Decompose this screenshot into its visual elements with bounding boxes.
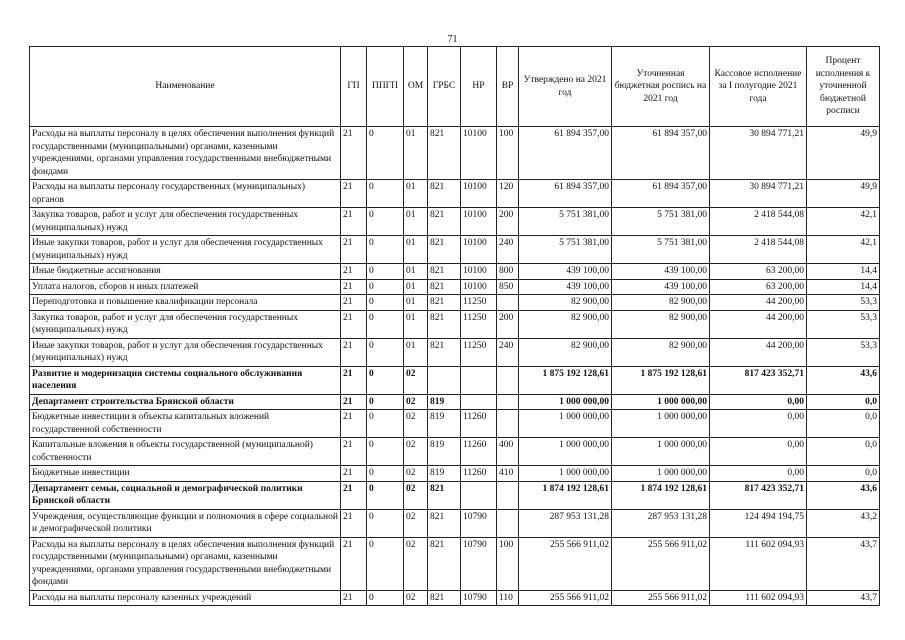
cell-name: Бюджетные инвестиции в объекты капитальных вложений государственной собственности xyxy=(30,410,341,438)
cell-approved: 1 000 000,00 xyxy=(519,410,612,438)
header-ppgp: ППГП xyxy=(367,47,404,127)
cell-percent: 14,4 xyxy=(807,264,880,280)
cell-om: 02 xyxy=(404,509,428,537)
cell-refined: 1 000 000,00 xyxy=(612,394,710,410)
cell-np: 10100 xyxy=(461,180,497,208)
cell-name: Расходы на выплаты персоналу государственных (муниципальных) органов xyxy=(30,180,341,208)
cell-ppgp: 0 xyxy=(367,236,404,264)
cell-name: Переподготовка и повышение квалификации персонала xyxy=(30,295,341,311)
cell-refined: 439 100,00 xyxy=(612,264,710,280)
cell-approved: 61 894 357,00 xyxy=(519,127,612,180)
cell-refined: 255 566 911,02 xyxy=(612,537,710,590)
cell-gp: 21 xyxy=(341,264,367,280)
table-row xyxy=(30,366,880,394)
cell-vr: 200 xyxy=(497,208,519,236)
cell-ppgp: 0 xyxy=(367,394,404,410)
cell-vr: 240 xyxy=(497,338,519,366)
cell-percent: 49,9 xyxy=(807,127,880,180)
cell-name: Департамент строительства Брянской области xyxy=(30,394,341,410)
cell-cash: 817 423 352,71 xyxy=(710,481,807,509)
cell-cash: 817 423 352,71 xyxy=(710,366,807,394)
cell-approved: 1 874 192 128,61 xyxy=(519,481,612,509)
cell-gp: 21 xyxy=(341,394,367,410)
cell-percent: 53,3 xyxy=(807,295,880,311)
cell-approved: 82 900,00 xyxy=(519,295,612,311)
cell-gp: 21 xyxy=(341,537,367,590)
cell-vr xyxy=(497,481,519,509)
cell-np: 10790 xyxy=(461,509,497,537)
cell-np: 11260 xyxy=(461,438,497,466)
header-np: НР xyxy=(461,47,497,127)
cell-refined: 439 100,00 xyxy=(612,279,710,295)
table-row xyxy=(30,279,880,295)
cell-vr: 200 xyxy=(497,310,519,338)
cell-ppgp: 0 xyxy=(367,279,404,295)
cell-ppgp: 0 xyxy=(367,466,404,482)
header-om: ОМ xyxy=(404,47,428,127)
cell-vr: 100 xyxy=(497,537,519,590)
cell-grbs: 821 xyxy=(428,509,461,537)
cell-cash: 63 200,00 xyxy=(710,279,807,295)
cell-refined: 1 000 000,00 xyxy=(612,410,710,438)
cell-name: Иные закупки товаров, работ и услуг для обеспечения государственных (муниципальных) нужд xyxy=(30,236,341,264)
header-refined: Уточненная бюджетная роспись на 2021 год xyxy=(612,47,710,127)
cell-om: 01 xyxy=(404,127,428,180)
cell-cash: 0,00 xyxy=(710,466,807,482)
cell-percent: 0,0 xyxy=(807,438,880,466)
header-vr: ВР xyxy=(497,47,519,127)
cell-np: 10790 xyxy=(461,590,497,606)
cell-vr: 800 xyxy=(497,264,519,280)
cell-gp: 21 xyxy=(341,127,367,180)
cell-cash: 124 494 194,75 xyxy=(710,509,807,537)
cell-cash: 0,00 xyxy=(710,394,807,410)
table-row xyxy=(30,180,880,208)
cell-refined: 1 875 192 128,61 xyxy=(612,366,710,394)
cell-om: 01 xyxy=(404,180,428,208)
cell-om: 01 xyxy=(404,264,428,280)
cell-approved: 439 100,00 xyxy=(519,279,612,295)
cell-ppgp: 0 xyxy=(367,410,404,438)
cell-np xyxy=(461,366,497,394)
cell-approved: 5 751 381,00 xyxy=(519,236,612,264)
cell-om: 02 xyxy=(404,590,428,606)
cell-grbs: 821 xyxy=(428,481,461,509)
cell-ppgp: 0 xyxy=(367,481,404,509)
cell-vr: 850 xyxy=(497,279,519,295)
cell-vr: 410 xyxy=(497,466,519,482)
cell-gp: 21 xyxy=(341,310,367,338)
cell-grbs: 821 xyxy=(428,264,461,280)
cell-name: Департамент семьи, социальной и демографической политики Брянской области xyxy=(30,481,341,509)
cell-approved: 439 100,00 xyxy=(519,264,612,280)
cell-cash: 0,00 xyxy=(710,438,807,466)
cell-ppgp: 0 xyxy=(367,537,404,590)
cell-percent: 0,0 xyxy=(807,394,880,410)
cell-gp: 21 xyxy=(341,366,367,394)
cell-vr xyxy=(497,295,519,311)
cell-approved: 1 875 192 128,61 xyxy=(519,366,612,394)
table-row xyxy=(30,127,880,180)
cell-approved: 82 900,00 xyxy=(519,310,612,338)
cell-refined: 1 000 000,00 xyxy=(612,466,710,482)
cell-name: Бюджетные инвестиции xyxy=(30,466,341,482)
table-header-row xyxy=(30,47,880,127)
cell-name: Расходы на выплаты персоналу в целях обеспечения выполнения функций государственными (муниципальными) органами, казенными учреждениями, органами управления государственными внебюджетными фондами xyxy=(30,537,341,590)
cell-np: 11250 xyxy=(461,295,497,311)
cell-approved: 255 566 911,02 xyxy=(519,590,612,606)
cell-grbs: 821 xyxy=(428,208,461,236)
cell-percent: 0,0 xyxy=(807,466,880,482)
cell-name: Расходы на выплаты персоналу казенных учреждений xyxy=(30,590,341,606)
cell-cash: 44 200,00 xyxy=(710,310,807,338)
cell-approved: 255 566 911,02 xyxy=(519,537,612,590)
cell-grbs: 821 xyxy=(428,338,461,366)
cell-ppgp: 0 xyxy=(367,338,404,366)
cell-vr: 240 xyxy=(497,236,519,264)
cell-gp: 21 xyxy=(341,481,367,509)
cell-vr: 120 xyxy=(497,180,519,208)
cell-om: 02 xyxy=(404,537,428,590)
cell-om: 02 xyxy=(404,366,428,394)
cell-cash: 111 602 094,93 xyxy=(710,590,807,606)
cell-percent: 43,7 xyxy=(807,590,880,606)
cell-gp: 21 xyxy=(341,438,367,466)
cell-ppgp: 0 xyxy=(367,295,404,311)
header-gp: ГП xyxy=(341,47,367,127)
table-row xyxy=(30,509,880,537)
cell-grbs: 821 xyxy=(428,180,461,208)
cell-np: 11250 xyxy=(461,310,497,338)
cell-approved: 82 900,00 xyxy=(519,338,612,366)
cell-vr xyxy=(497,509,519,537)
table-row xyxy=(30,410,880,438)
cell-gp: 21 xyxy=(341,236,367,264)
table-row xyxy=(30,338,880,366)
table-row xyxy=(30,264,880,280)
cell-gp: 21 xyxy=(341,208,367,236)
cell-ppgp: 0 xyxy=(367,509,404,537)
cell-om: 02 xyxy=(404,410,428,438)
cell-gp: 21 xyxy=(341,180,367,208)
cell-np: 11250 xyxy=(461,338,497,366)
cell-approved: 287 953 131,28 xyxy=(519,509,612,537)
cell-ppgp: 0 xyxy=(367,264,404,280)
cell-grbs: 821 xyxy=(428,279,461,295)
cell-grbs: 819 xyxy=(428,438,461,466)
cell-ppgp: 0 xyxy=(367,208,404,236)
cell-np: 10790 xyxy=(461,537,497,590)
cell-om: 01 xyxy=(404,279,428,295)
cell-cash: 30 894 771,21 xyxy=(710,180,807,208)
cell-refined: 82 900,00 xyxy=(612,310,710,338)
cell-cash: 111 602 094,93 xyxy=(710,537,807,590)
cell-percent: 43,2 xyxy=(807,509,880,537)
cell-om: 01 xyxy=(404,295,428,311)
cell-grbs: 819 xyxy=(428,394,461,410)
cell-approved: 5 751 381,00 xyxy=(519,208,612,236)
cell-np: 10100 xyxy=(461,127,497,180)
cell-refined: 61 894 357,00 xyxy=(612,180,710,208)
cell-percent: 53,3 xyxy=(807,310,880,338)
cell-refined: 255 566 911,02 xyxy=(612,590,710,606)
cell-approved: 1 000 000,00 xyxy=(519,394,612,410)
cell-grbs: 821 xyxy=(428,127,461,180)
cell-cash: 2 418 544,08 xyxy=(710,236,807,264)
cell-ppgp: 0 xyxy=(367,127,404,180)
cell-np: 11260 xyxy=(461,410,497,438)
cell-refined: 1 000 000,00 xyxy=(612,438,710,466)
header-approved: Утверждено на 2021 год xyxy=(519,47,612,127)
cell-cash: 63 200,00 xyxy=(710,264,807,280)
cell-refined: 61 894 357,00 xyxy=(612,127,710,180)
cell-gp: 21 xyxy=(341,295,367,311)
cell-ppgp: 0 xyxy=(367,438,404,466)
cell-om: 01 xyxy=(404,208,428,236)
table-row xyxy=(30,537,880,590)
table-row xyxy=(30,295,880,311)
cell-name: Учреждения, осуществляющие функции и полномочия в сфере социальной и демографической политики xyxy=(30,509,341,537)
cell-grbs: 821 xyxy=(428,295,461,311)
cell-cash: 44 200,00 xyxy=(710,338,807,366)
cell-grbs: 819 xyxy=(428,410,461,438)
budget-table xyxy=(29,46,880,606)
table-row xyxy=(30,208,880,236)
header-grbs: ГРБС xyxy=(428,47,461,127)
cell-np xyxy=(461,481,497,509)
cell-cash: 0,00 xyxy=(710,410,807,438)
cell-ppgp: 0 xyxy=(367,366,404,394)
header-percent: Процент исполнения к уточненной бюджетной росписи xyxy=(807,47,880,127)
cell-percent: 43,7 xyxy=(807,537,880,590)
cell-ppgp: 0 xyxy=(367,590,404,606)
cell-refined: 82 900,00 xyxy=(612,338,710,366)
cell-np: 10100 xyxy=(461,264,497,280)
cell-percent: 53,3 xyxy=(807,338,880,366)
cell-percent: 42,1 xyxy=(807,208,880,236)
cell-percent: 0,0 xyxy=(807,410,880,438)
cell-np: 10100 xyxy=(461,279,497,295)
cell-cash: 30 894 771,21 xyxy=(710,127,807,180)
table-row xyxy=(30,236,880,264)
header-cash: Кассовое исполнение за I полугодие 2021 года xyxy=(710,47,807,127)
cell-percent: 43,6 xyxy=(807,481,880,509)
cell-refined: 5 751 381,00 xyxy=(612,208,710,236)
cell-gp: 21 xyxy=(341,509,367,537)
cell-om: 02 xyxy=(404,481,428,509)
cell-gp: 21 xyxy=(341,338,367,366)
cell-cash: 44 200,00 xyxy=(710,295,807,311)
header-name: Наименование xyxy=(30,47,341,127)
cell-vr xyxy=(497,366,519,394)
cell-name: Расходы на выплаты персоналу в целях обеспечения выполнения функций государственными (муниципальными) органами, казенными учреждениями, органами управления государственными внебюджетными фондами xyxy=(30,127,341,180)
cell-om: 02 xyxy=(404,466,428,482)
table-row xyxy=(30,590,880,606)
cell-om: 02 xyxy=(404,438,428,466)
cell-refined: 1 874 192 128,61 xyxy=(612,481,710,509)
cell-gp: 21 xyxy=(341,410,367,438)
cell-percent: 49,9 xyxy=(807,180,880,208)
cell-om: 01 xyxy=(404,310,428,338)
cell-grbs xyxy=(428,366,461,394)
cell-name: Иные закупки товаров, работ и услуг для обеспечения государственных (муниципальных) нужд xyxy=(30,338,341,366)
cell-refined: 287 953 131,28 xyxy=(612,509,710,537)
cell-name: Развитие и модернизация системы социального обслуживания населения xyxy=(30,366,341,394)
cell-np: 10100 xyxy=(461,236,497,264)
page-number: 71 xyxy=(447,34,458,45)
cell-name: Иные бюджетные ассигнования xyxy=(30,264,341,280)
cell-grbs: 821 xyxy=(428,236,461,264)
cell-np xyxy=(461,394,497,410)
cell-name: Закупка товаров, работ и услуг для обеспечения государственных (муниципальных) нужд xyxy=(30,310,341,338)
table-row xyxy=(30,310,880,338)
cell-vr xyxy=(497,410,519,438)
cell-om: 01 xyxy=(404,338,428,366)
cell-approved: 1 000 000,00 xyxy=(519,466,612,482)
cell-gp: 21 xyxy=(341,279,367,295)
cell-vr: 100 xyxy=(497,127,519,180)
cell-gp: 21 xyxy=(341,590,367,606)
table-row xyxy=(30,481,880,509)
cell-np: 11260 xyxy=(461,466,497,482)
cell-approved: 61 894 357,00 xyxy=(519,180,612,208)
cell-grbs: 821 xyxy=(428,537,461,590)
cell-vr: 110 xyxy=(497,590,519,606)
cell-grbs: 821 xyxy=(428,310,461,338)
cell-approved: 1 000 000,00 xyxy=(519,438,612,466)
cell-refined: 82 900,00 xyxy=(612,295,710,311)
cell-name: Закупка товаров, работ и услуг для обеспечения государственных (муниципальных) нужд xyxy=(30,208,341,236)
cell-np: 10100 xyxy=(461,208,497,236)
cell-grbs: 819 xyxy=(428,466,461,482)
cell-percent: 43,6 xyxy=(807,366,880,394)
cell-name: Уплата налогов, сборов и иных платежей xyxy=(30,279,341,295)
cell-name: Капитальные вложения в объекты государственной (муниципальной) собственности xyxy=(30,438,341,466)
cell-gp: 21 xyxy=(341,466,367,482)
cell-cash: 2 418 544,08 xyxy=(710,208,807,236)
cell-percent: 42,1 xyxy=(807,236,880,264)
cell-refined: 5 751 381,00 xyxy=(612,236,710,264)
cell-vr xyxy=(497,394,519,410)
cell-ppgp: 0 xyxy=(367,180,404,208)
cell-grbs: 821 xyxy=(428,590,461,606)
cell-om: 02 xyxy=(404,394,428,410)
table-row xyxy=(30,466,880,482)
cell-ppgp: 0 xyxy=(367,310,404,338)
cell-om: 01 xyxy=(404,236,428,264)
table-row xyxy=(30,394,880,410)
cell-vr: 400 xyxy=(497,438,519,466)
table-row xyxy=(30,438,880,466)
cell-percent: 14,4 xyxy=(807,279,880,295)
